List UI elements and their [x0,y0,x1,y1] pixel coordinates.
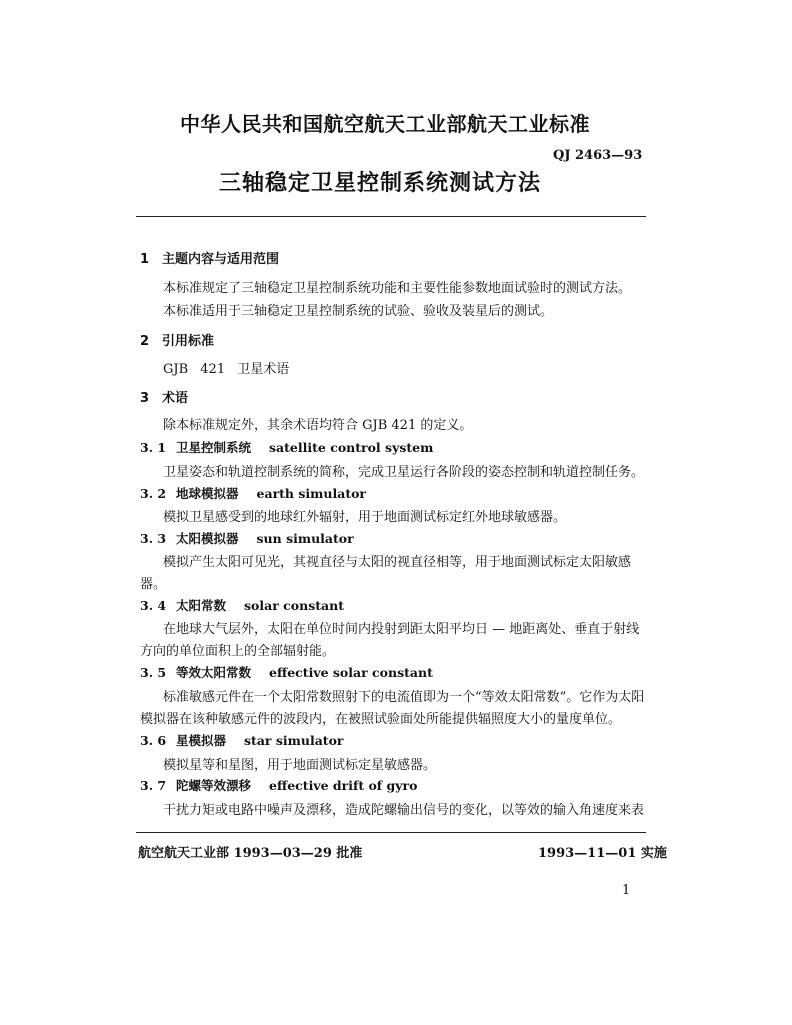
section-1-heading [140,248,279,267]
section-3-heading [140,387,188,406]
term-chinese: 卫星控制系统 [176,440,252,455]
term-english: satellite control system [269,440,434,455]
term-heading [140,663,433,681]
issuing-organization: 中华人民共和国航空航天工业部航天工业标准 [180,112,590,136]
section-number: 3 [140,391,150,406]
section-number: 2 [140,334,150,349]
term-heading [140,484,366,502]
term-chinese: 太阳常数 [176,598,227,613]
term-definition: 模拟产生太阳可见光，其视直径与太阳的视直径相等，用于地面测试标定太阳敏感 [163,555,632,570]
term-number: 3. 3 [140,531,167,546]
term-english: earth simulator [256,486,367,501]
term-definition: 模拟星等和星图，用于地面测试标定星敏感器。 [163,758,437,773]
term-definition: 干扰力矩或电路中噪声及漂移，造成陀螺输出信号的变化，以等效的输入角速度来表 [163,803,645,818]
term-heading [140,731,344,749]
term-number: 3. 6 [140,733,167,748]
term-chinese: 陀螺等效漂移 [176,778,252,793]
term-definition: 模拟器在该种敏感元件的波段内，在被照试验面处所能提供辐照度大小的量度单位。 [140,712,622,727]
term-heading [140,776,417,794]
paragraph: 本标准适用于三轴稳定卫星控制系统的试验、验收及装星后的测试。 [163,304,554,319]
term-definition: 标准敏感元件在一个太阳常数照射下的电流值即为一个“等效太阳常数”。它作为太阳 [163,690,645,705]
term-heading [140,438,433,456]
term-definition: 模拟卫星感受到的地球红外辐射，用于地面测试标定红外地球敏感器。 [163,510,567,525]
term-definition: 器。 [140,577,167,592]
implementation-date: 1993—11—01 实施 [538,846,667,861]
section-title: 主题内容与适用范围 [162,252,280,267]
standard-code: QJ 2463—93 [553,148,643,163]
section-number: 1 [140,252,150,267]
term-heading [140,529,354,547]
paragraph: 本标准规定了三轴稳定卫星控制系统功能和主要性能参数地面试验时的测试方法。 [163,281,632,296]
paragraph: 除本标准规定外，其余术语均符合 GJB 421 的定义。 [163,418,473,433]
term-heading [140,596,344,614]
page-number: 1 [622,883,631,898]
term-number: 3. 2 [140,486,167,501]
section-title: 术语 [162,391,189,406]
term-number: 3. 1 [140,440,167,455]
term-number: 3. 7 [140,778,167,793]
section-title: 引用标准 [162,334,215,349]
referenced-standard: GJB 421 卫星术语 [163,362,290,377]
term-definition: 方向的单位面积上的全部辐射能。 [140,644,336,659]
term-english: effective solar constant [269,665,433,680]
term-definition: 在地球大气层外，太阳在单位时间内投射到距太阳平均日 — 地距离处、垂直于射线 [163,622,640,637]
footer-rule [136,832,646,833]
document-title: 三轴稳定卫星控制系统测试方法 [219,171,542,196]
term-english: sun simulator [256,531,354,546]
term-chinese: 等效太阳常数 [176,665,252,680]
term-english: effective drift of gyro [269,778,418,793]
term-chinese: 地球模拟器 [176,486,239,501]
term-number: 3. 5 [140,665,167,680]
approval-info: 航空航天工业部 1993—03—29 批准 [138,846,363,861]
header-rule [136,216,646,217]
section-2-heading [140,330,214,349]
term-number: 3. 4 [140,598,167,613]
term-english: star simulator [244,733,344,748]
term-chinese: 星模拟器 [176,733,227,748]
term-chinese: 太阳模拟器 [176,531,239,546]
term-definition: 卫星姿态和轨道控制系统的简称，完成卫星运行各阶段的姿态控制和轨道控制任务。 [163,465,645,480]
term-english: solar constant [244,598,344,613]
